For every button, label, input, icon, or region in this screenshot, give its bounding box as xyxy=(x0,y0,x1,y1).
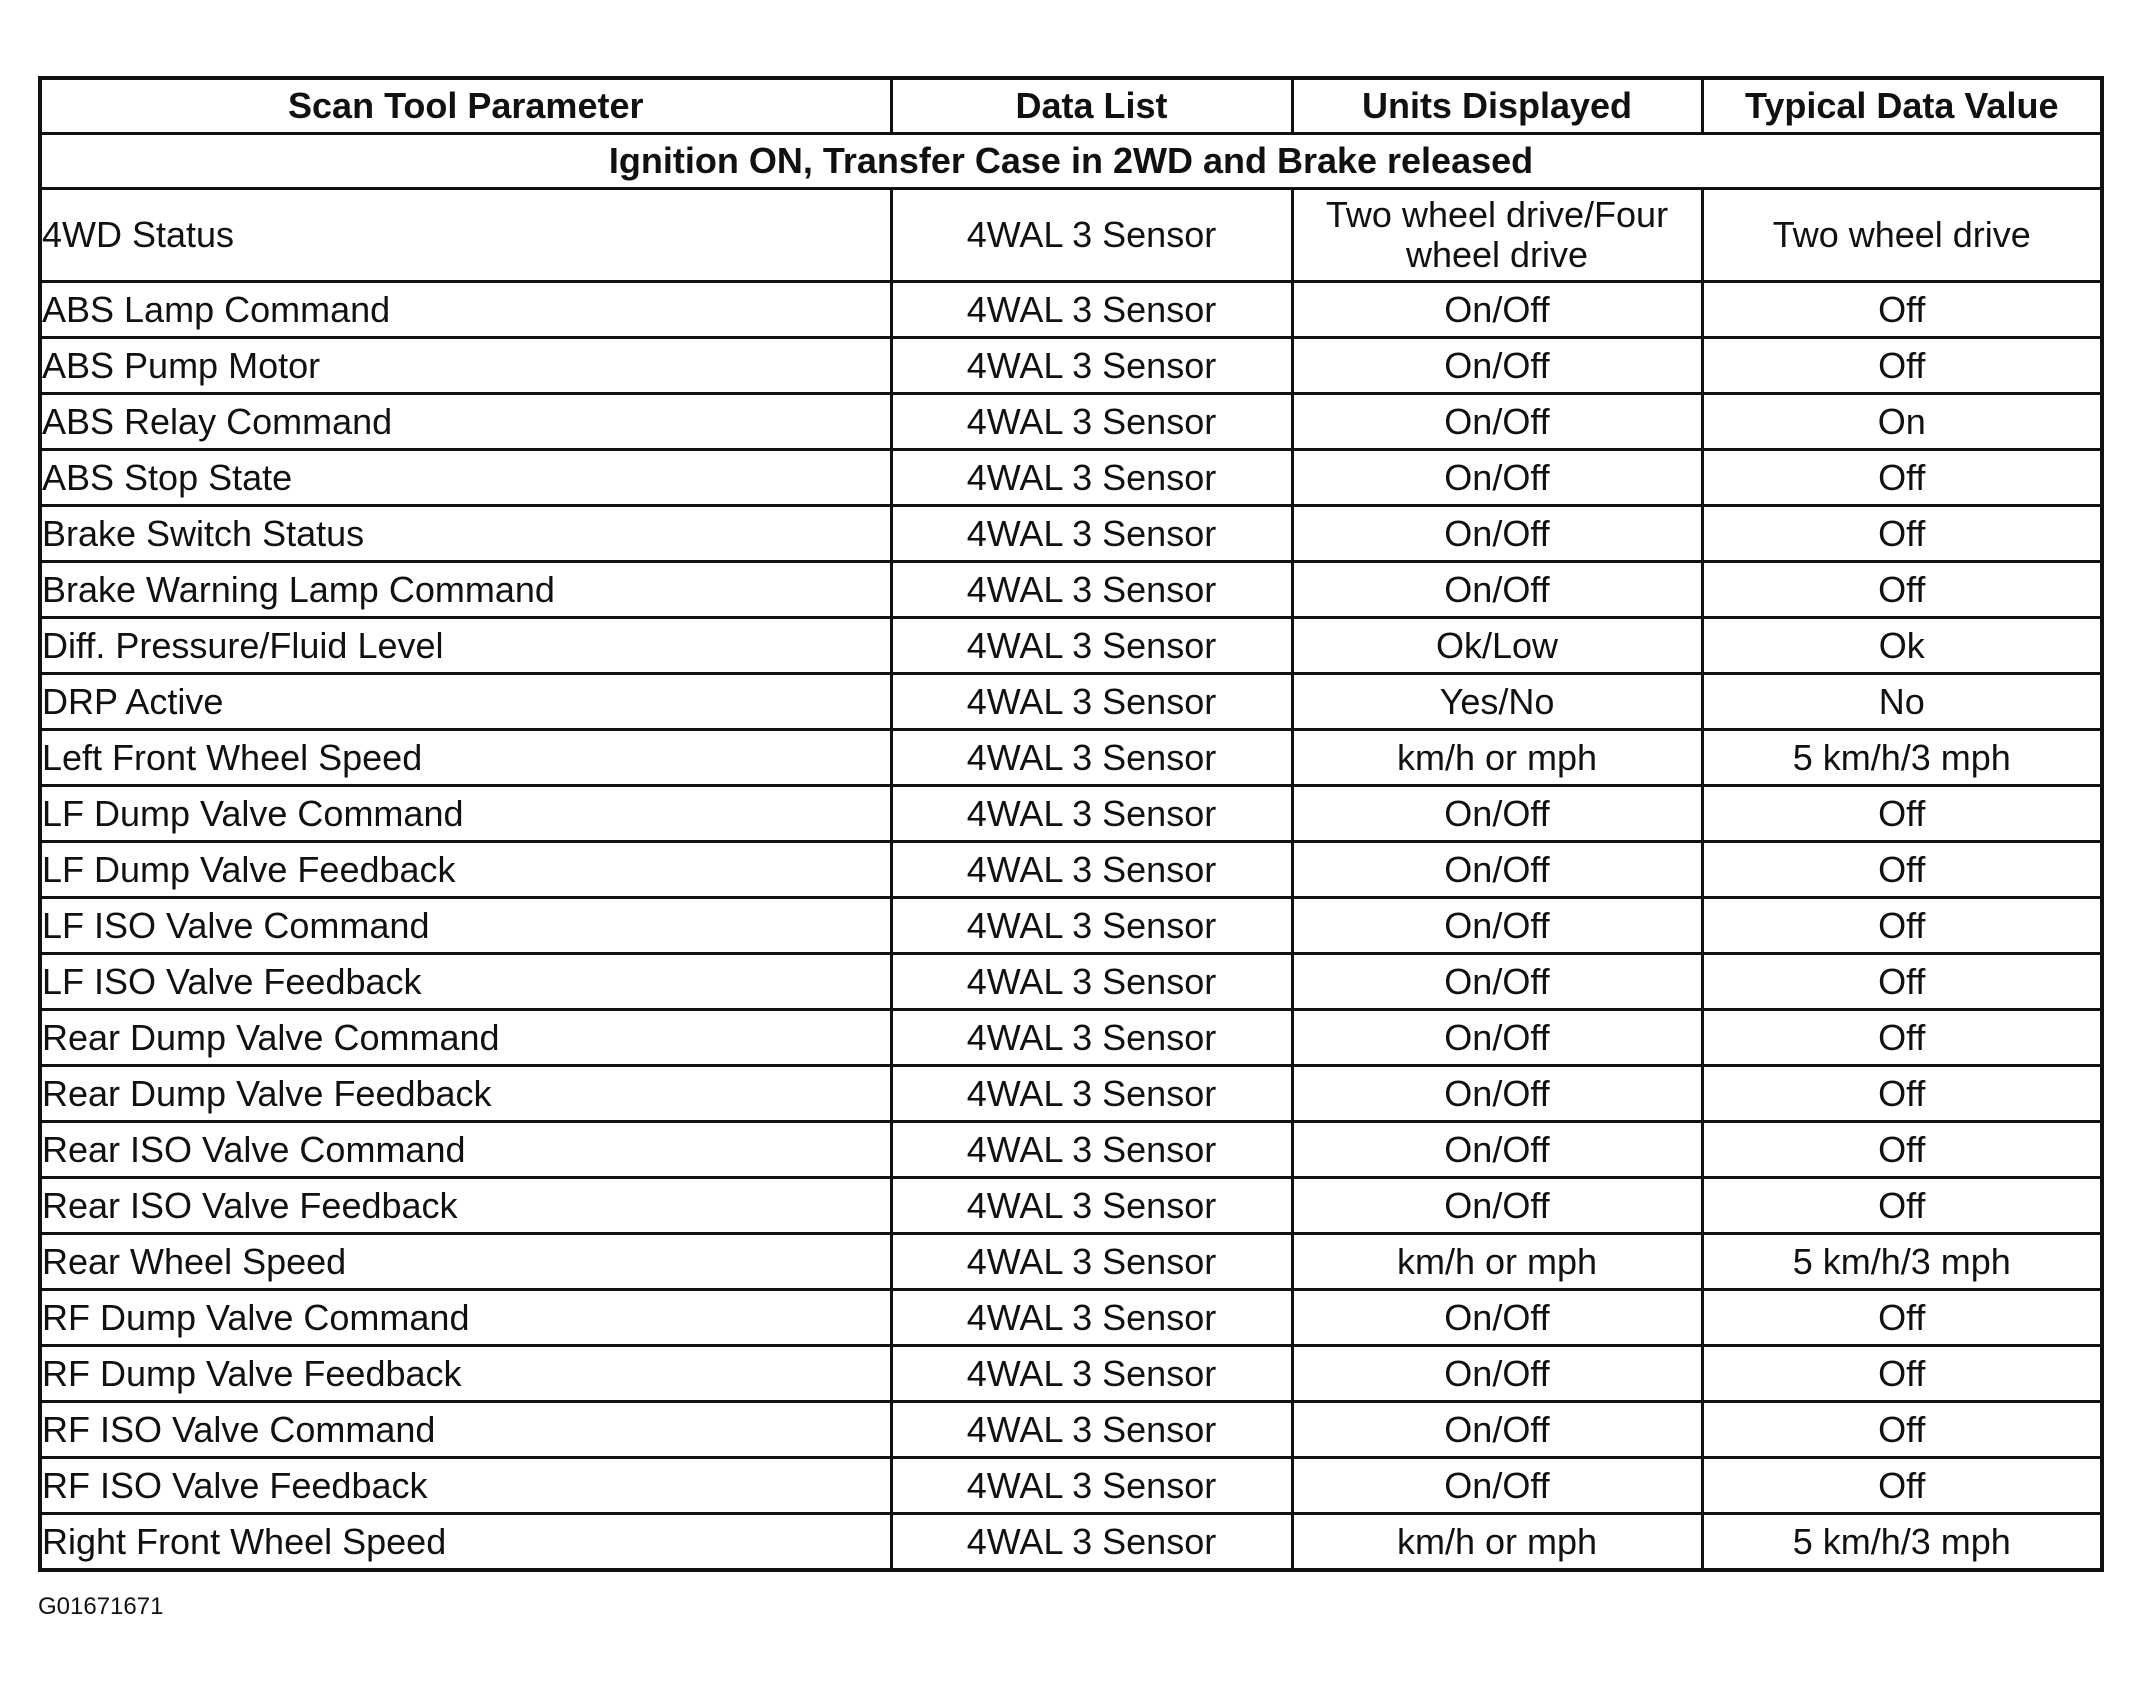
cell-typical-data-value: Off xyxy=(1702,1402,2102,1458)
table-row xyxy=(40,189,2102,282)
cell-units-displayed: On/Off xyxy=(1292,562,1702,618)
table-row xyxy=(40,338,2102,394)
cell-typical-data-value: Off xyxy=(1702,450,2102,506)
table-row xyxy=(40,842,2102,898)
cell-units-displayed: On/Off xyxy=(1292,954,1702,1010)
cell-typical-data-value: Off xyxy=(1702,282,2102,338)
cell-units-displayed: On/Off xyxy=(1292,1346,1702,1402)
table-body xyxy=(40,134,2102,1571)
cell-data-list: 4WAL 3 Sensor xyxy=(891,1122,1292,1178)
figure-id: G01671671 xyxy=(38,1593,164,1620)
table-row xyxy=(40,1066,2102,1122)
cell-typical-data-value: 5 km/h/3 mph xyxy=(1702,1234,2102,1290)
cell-data-list: 4WAL 3 Sensor xyxy=(891,954,1292,1010)
table-row xyxy=(40,1346,2102,1402)
cell-units-displayed: km/h or mph xyxy=(1292,730,1702,786)
cell-parameter: LF Dump Valve Feedback xyxy=(40,842,891,898)
table-row xyxy=(40,1458,2102,1514)
cell-typical-data-value: On xyxy=(1702,394,2102,450)
cell-data-list: 4WAL 3 Sensor xyxy=(891,1066,1292,1122)
cell-units-displayed: km/h or mph xyxy=(1292,1514,1702,1571)
cell-units-displayed: km/h or mph xyxy=(1292,1234,1702,1290)
cell-units-displayed: On/Off xyxy=(1292,506,1702,562)
header-units-displayed: Units Displayed xyxy=(1292,78,1702,134)
cell-typical-data-value: Off xyxy=(1702,1290,2102,1346)
cell-data-list: 4WAL 3 Sensor xyxy=(891,1178,1292,1234)
table-row xyxy=(40,1290,2102,1346)
table-row xyxy=(40,898,2102,954)
cell-parameter: DRP Active xyxy=(40,674,891,730)
cell-units-displayed: On/Off xyxy=(1292,1010,1702,1066)
cell-units-displayed: On/Off xyxy=(1292,842,1702,898)
cell-parameter: Rear Dump Valve Command xyxy=(40,1010,891,1066)
cell-typical-data-value: Ok xyxy=(1702,618,2102,674)
cell-data-list: 4WAL 3 Sensor xyxy=(891,786,1292,842)
cell-data-list: 4WAL 3 Sensor xyxy=(891,1010,1292,1066)
cell-parameter: 4WD Status xyxy=(40,189,891,282)
table-row xyxy=(40,282,2102,338)
scan-tool-data-table xyxy=(38,76,2104,1572)
cell-typical-data-value: Off xyxy=(1702,506,2102,562)
cell-data-list: 4WAL 3 Sensor xyxy=(891,394,1292,450)
cell-typical-data-value: Off xyxy=(1702,338,2102,394)
cell-typical-data-value: 5 km/h/3 mph xyxy=(1702,1514,2102,1571)
cell-typical-data-value: Off xyxy=(1702,1066,2102,1122)
cell-data-list: 4WAL 3 Sensor xyxy=(891,842,1292,898)
cell-typical-data-value: No xyxy=(1702,674,2102,730)
cell-units-displayed: On/Off xyxy=(1292,1178,1702,1234)
cell-units-displayed: Two wheel drive/Four wheel drive xyxy=(1292,189,1702,282)
table-row xyxy=(40,562,2102,618)
cell-typical-data-value: Off xyxy=(1702,1010,2102,1066)
cell-data-list: 4WAL 3 Sensor xyxy=(891,1514,1292,1571)
cell-units-displayed: On/Off xyxy=(1292,786,1702,842)
table-row xyxy=(40,954,2102,1010)
cell-parameter: Rear ISO Valve Feedback xyxy=(40,1178,891,1234)
cell-units-displayed: On/Off xyxy=(1292,1458,1702,1514)
scan-tool-data-table-container xyxy=(38,76,2100,1572)
cell-typical-data-value: Off xyxy=(1702,842,2102,898)
cell-parameter: RF ISO Valve Feedback xyxy=(40,1458,891,1514)
cell-data-list: 4WAL 3 Sensor xyxy=(891,1234,1292,1290)
cell-data-list: 4WAL 3 Sensor xyxy=(891,1290,1292,1346)
cell-units-displayed: On/Off xyxy=(1292,1122,1702,1178)
cell-units-displayed: On/Off xyxy=(1292,282,1702,338)
cell-units-displayed: On/Off xyxy=(1292,1290,1702,1346)
cell-data-list: 4WAL 3 Sensor xyxy=(891,338,1292,394)
table-row xyxy=(40,786,2102,842)
section-title: Ignition ON, Transfer Case in 2WD and Brake released xyxy=(40,134,2102,189)
table-row xyxy=(40,730,2102,786)
table-row xyxy=(40,1234,2102,1290)
cell-typical-data-value: Off xyxy=(1702,786,2102,842)
cell-parameter: RF ISO Valve Command xyxy=(40,1402,891,1458)
cell-parameter: Brake Switch Status xyxy=(40,506,891,562)
cell-parameter: RF Dump Valve Command xyxy=(40,1290,891,1346)
cell-data-list: 4WAL 3 Sensor xyxy=(891,189,1292,282)
cell-data-list: 4WAL 3 Sensor xyxy=(891,1346,1292,1402)
cell-parameter: Rear Dump Valve Feedback xyxy=(40,1066,891,1122)
cell-data-list: 4WAL 3 Sensor xyxy=(891,1458,1292,1514)
cell-parameter: RF Dump Valve Feedback xyxy=(40,1346,891,1402)
cell-parameter: Right Front Wheel Speed xyxy=(40,1514,891,1571)
cell-parameter: ABS Relay Command xyxy=(40,394,891,450)
header-typical-data-value: Typical Data Value xyxy=(1702,78,2102,134)
cell-parameter: ABS Pump Motor xyxy=(40,338,891,394)
cell-typical-data-value: Off xyxy=(1702,898,2102,954)
cell-typical-data-value: Off xyxy=(1702,954,2102,1010)
cell-typical-data-value: Two wheel drive xyxy=(1702,189,2102,282)
cell-parameter: Diff. Pressure/Fluid Level xyxy=(40,618,891,674)
cell-data-list: 4WAL 3 Sensor xyxy=(891,1402,1292,1458)
cell-parameter: Rear ISO Valve Command xyxy=(40,1122,891,1178)
cell-units-displayed: On/Off xyxy=(1292,1066,1702,1122)
cell-typical-data-value: Off xyxy=(1702,562,2102,618)
table-row xyxy=(40,1122,2102,1178)
cell-typical-data-value: Off xyxy=(1702,1178,2102,1234)
cell-units-displayed: On/Off xyxy=(1292,394,1702,450)
table-header-row xyxy=(40,78,2102,134)
cell-units-displayed: Yes/No xyxy=(1292,674,1702,730)
cell-units-displayed: On/Off xyxy=(1292,450,1702,506)
cell-data-list: 4WAL 3 Sensor xyxy=(891,562,1292,618)
cell-parameter: Brake Warning Lamp Command xyxy=(40,562,891,618)
table-row xyxy=(40,618,2102,674)
table-row xyxy=(40,1178,2102,1234)
cell-data-list: 4WAL 3 Sensor xyxy=(891,674,1292,730)
cell-parameter: Left Front Wheel Speed xyxy=(40,730,891,786)
header-data-list: Data List xyxy=(891,78,1292,134)
table-row xyxy=(40,394,2102,450)
cell-parameter: LF ISO Valve Feedback xyxy=(40,954,891,1010)
cell-typical-data-value: 5 km/h/3 mph xyxy=(1702,730,2102,786)
cell-units-displayed: On/Off xyxy=(1292,898,1702,954)
cell-typical-data-value: Off xyxy=(1702,1346,2102,1402)
cell-units-displayed: On/Off xyxy=(1292,1402,1702,1458)
cell-data-list: 4WAL 3 Sensor xyxy=(891,506,1292,562)
cell-data-list: 4WAL 3 Sensor xyxy=(891,898,1292,954)
cell-data-list: 4WAL 3 Sensor xyxy=(891,282,1292,338)
cell-parameter: ABS Lamp Command xyxy=(40,282,891,338)
table-row xyxy=(40,1010,2102,1066)
cell-parameter: LF Dump Valve Command xyxy=(40,786,891,842)
cell-units-displayed: On/Off xyxy=(1292,338,1702,394)
cell-data-list: 4WAL 3 Sensor xyxy=(891,730,1292,786)
cell-parameter: ABS Stop State xyxy=(40,450,891,506)
table-row xyxy=(40,1514,2102,1571)
cell-data-list: 4WAL 3 Sensor xyxy=(891,618,1292,674)
cell-data-list: 4WAL 3 Sensor xyxy=(891,450,1292,506)
cell-parameter: Rear Wheel Speed xyxy=(40,1234,891,1290)
table-row xyxy=(40,506,2102,562)
table-row xyxy=(40,450,2102,506)
cell-parameter: LF ISO Valve Command xyxy=(40,898,891,954)
cell-typical-data-value: Off xyxy=(1702,1122,2102,1178)
table-row xyxy=(40,674,2102,730)
section-row xyxy=(40,134,2102,189)
cell-units-displayed: Ok/Low xyxy=(1292,618,1702,674)
header-scan-tool-parameter: Scan Tool Parameter xyxy=(40,78,891,134)
table-row xyxy=(40,1402,2102,1458)
cell-typical-data-value: Off xyxy=(1702,1458,2102,1514)
